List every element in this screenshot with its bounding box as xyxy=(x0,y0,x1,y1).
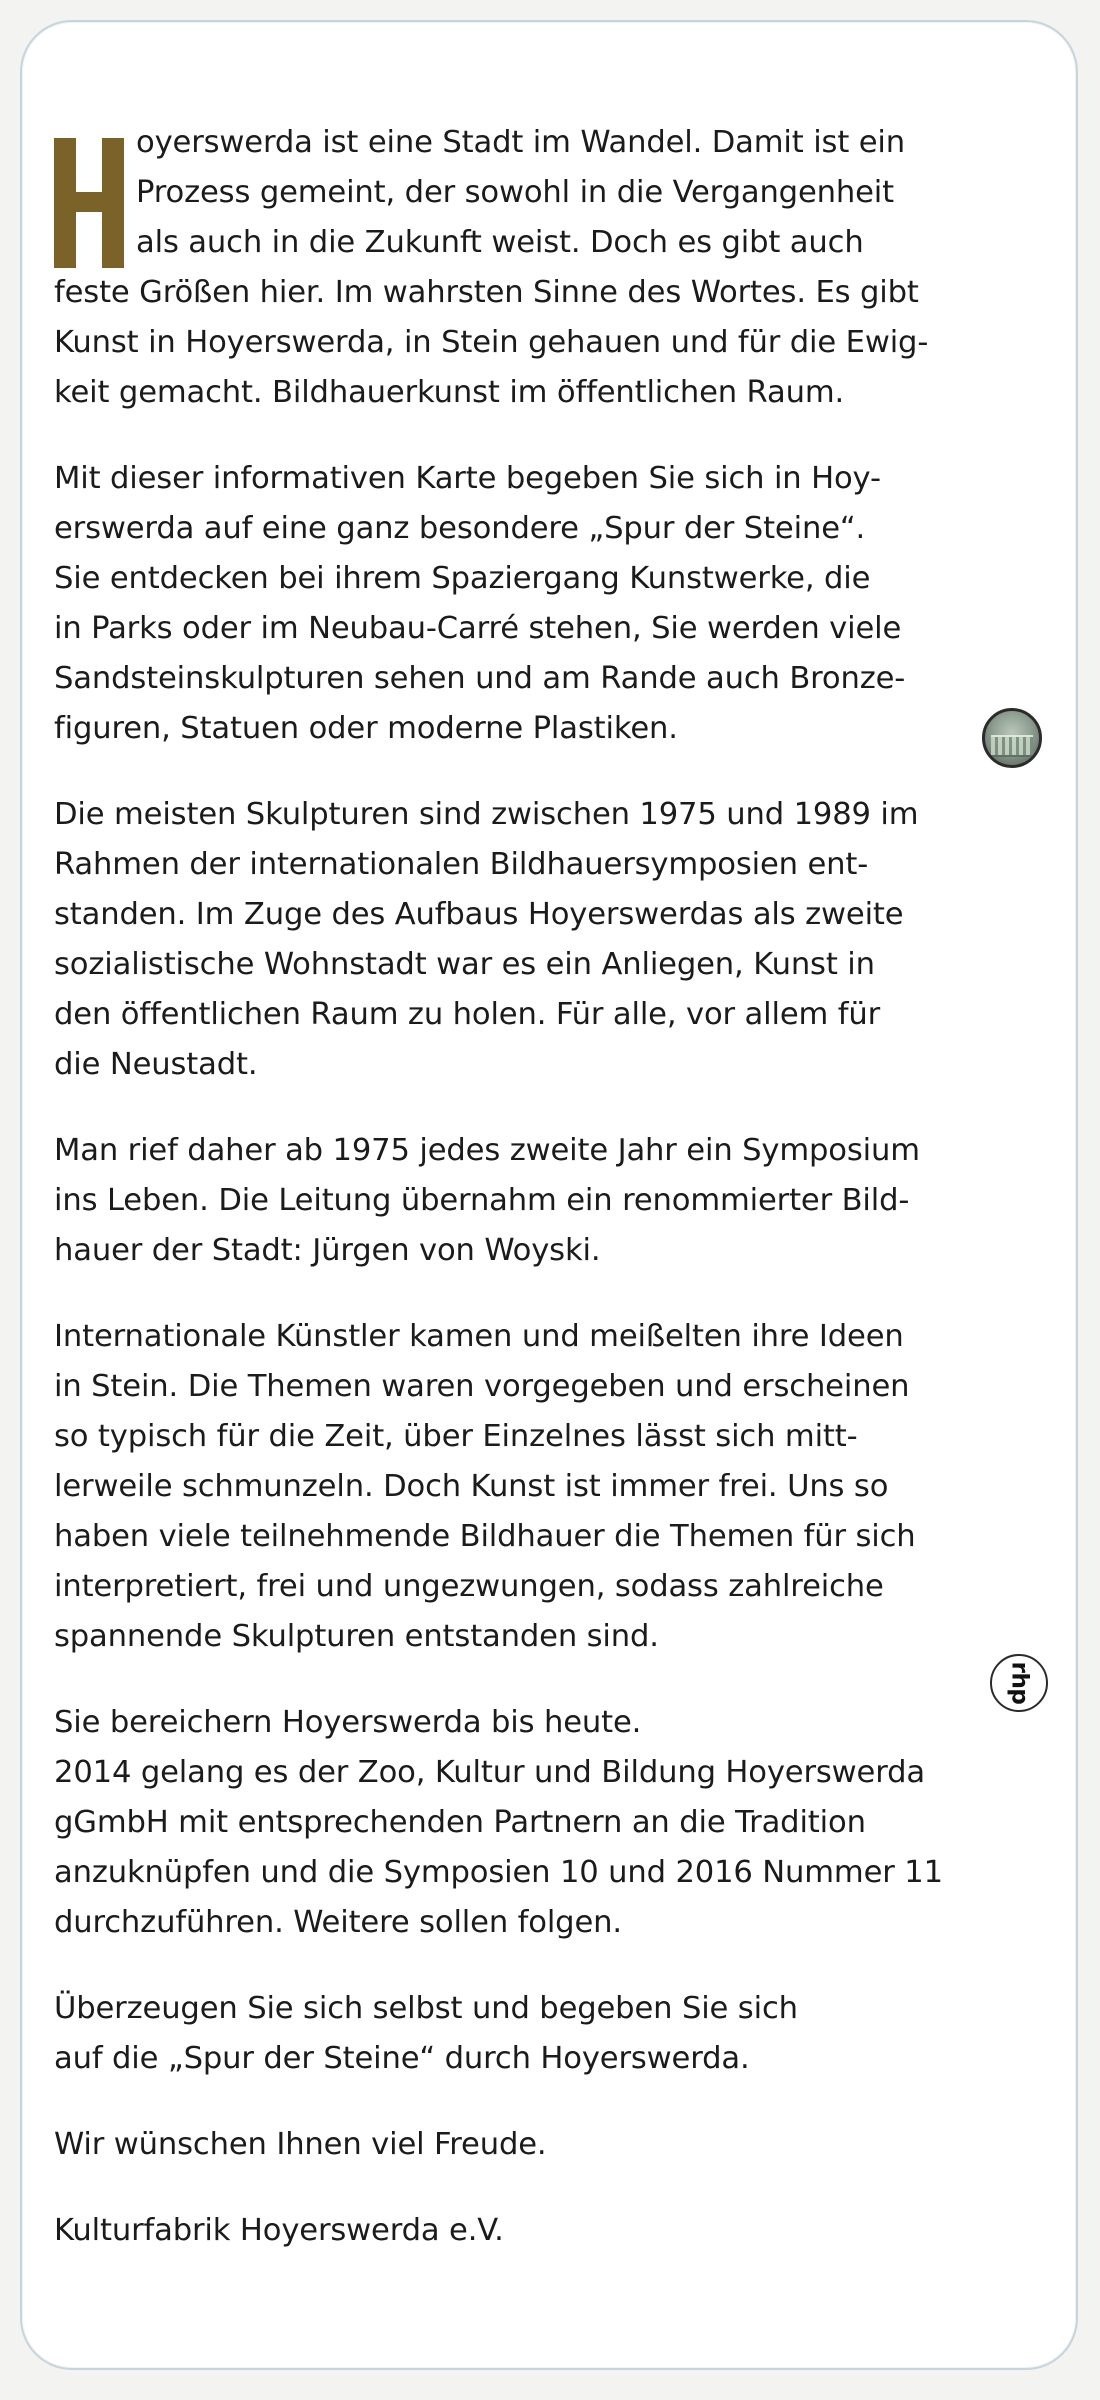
text-line: Die meisten Skulpturen sind zwischen 1975 und 1989 im xyxy=(54,797,919,832)
text-line: Sandsteinskulpturen sehen und am Rande auch Bronze- xyxy=(54,661,906,696)
paragraph-karte xyxy=(54,454,1024,754)
text-line: Überzeugen Sie sich selbst und begeben Sie sich xyxy=(54,1991,798,2026)
paragraph-freude xyxy=(54,2120,1024,2170)
body-text xyxy=(54,118,1024,2292)
signature xyxy=(54,2206,1024,2256)
text-line: auf die „Spur der Steine“ durch Hoyerswerda. xyxy=(54,2041,750,2076)
paragraph-heute xyxy=(54,1698,1024,1948)
text-line: figuren, Statuen oder moderne Plastiken. xyxy=(54,711,678,746)
text-line: Rahmen der internationalen Bildhauersymposien ent- xyxy=(54,847,869,882)
text-line: Internationale Künstler kamen und meißelten ihre Ideen xyxy=(54,1319,904,1354)
sculpture-photo-icon xyxy=(982,708,1042,768)
text-line: standen. Im Zuge des Aufbaus Hoyerswerdas als zweite xyxy=(54,897,904,932)
text-line: Man rief daher ab 1975 jedes zweite Jahr ein Symposium xyxy=(54,1133,920,1168)
intro-line: feste Größen hier. Im wahrsten Sinne des Wortes. Es gibt xyxy=(54,275,919,310)
photo-detail xyxy=(991,735,1033,757)
intro-line: keit gemacht. Bildhauerkunst im öffentlichen Raum. xyxy=(54,375,845,410)
intro-paragraph xyxy=(54,118,1024,418)
text-line: in Parks oder im Neubau-Carré stehen, Sie werden viele xyxy=(54,611,902,646)
text-line: den öffentlichen Raum zu holen. Für alle, vor allem für xyxy=(54,997,881,1032)
intro-line: Kunst in Hoyerswerda, in Stein gehauen und für die Ewig- xyxy=(54,325,929,360)
rhp-logo-icon xyxy=(990,1654,1048,1712)
text-line: spannende Skulpturen entstanden sind. xyxy=(54,1619,659,1654)
text-line: Mit dieser informativen Karte begeben Sie sich in Hoy- xyxy=(54,461,881,496)
text-line: 2014 gelang es der Zoo, Kultur und Bildung Hoyerswerda xyxy=(54,1755,925,1790)
text-line: erswerda auf eine ganz besondere „Spur der Steine“. xyxy=(54,511,866,546)
text-line: Sie entdecken bei ihrem Spaziergang Kunstwerke, die xyxy=(54,561,871,596)
paragraph-ueberzeugen xyxy=(54,1984,1024,2084)
paragraph-symposium xyxy=(54,1126,1024,1276)
text-line: haben viele teilnehmende Bildhauer die Themen für sich xyxy=(54,1519,916,1554)
dropcap-letter xyxy=(54,138,124,268)
text-line: anzuknüpfen und die Symposien 10 und 2016 Nummer 11 xyxy=(54,1855,943,1890)
text-line: Kulturfabrik Hoyerswerda e.V. xyxy=(54,2213,504,2248)
text-line: interpretiert, frei und ungezwungen, sodass zahlreiche xyxy=(54,1569,884,1604)
text-line: durchzuführen. Weitere sollen folgen. xyxy=(54,1905,622,1940)
paragraph-kuenstler xyxy=(54,1312,1024,1662)
intro-line: Prozess gemeint, der sowohl in die Vergangenheit xyxy=(136,175,894,210)
text-line: lerweile schmunzeln. Doch Kunst ist immer frei. Uns so xyxy=(54,1469,889,1504)
text-line: in Stein. Die Themen waren vorgegeben und erscheinen xyxy=(54,1369,910,1404)
intro-line: oyerswerda ist eine Stadt im Wandel. Damit ist ein xyxy=(136,125,906,160)
text-line: gGmbH mit entsprechenden Partnern an die Tradition xyxy=(54,1805,866,1840)
text-line: ins Leben. Die Leitung übernahm ein renommierter Bild- xyxy=(54,1183,910,1218)
text-line: Sie bereichern Hoyerswerda bis heute. xyxy=(54,1705,642,1740)
text-line: hauer der Stadt: Jürgen von Woyski. xyxy=(54,1233,601,1268)
text-line: sozialistische Wohnstadt war es ein Anliegen, Kunst in xyxy=(54,947,875,982)
intro-line: als auch in die Zukunft weist. Doch es gibt auch xyxy=(136,225,864,260)
text-line: die Neustadt. xyxy=(54,1047,258,1082)
logo-text: rhp xyxy=(1006,1661,1032,1705)
text-line: Wir wünschen Ihnen viel Freude. xyxy=(54,2127,547,2162)
paragraph-skulpturen xyxy=(54,790,1024,1090)
dropcap-h-icon xyxy=(54,138,124,268)
text-line: so typisch für die Zeit, über Einzelnes lässt sich mitt- xyxy=(54,1419,858,1454)
